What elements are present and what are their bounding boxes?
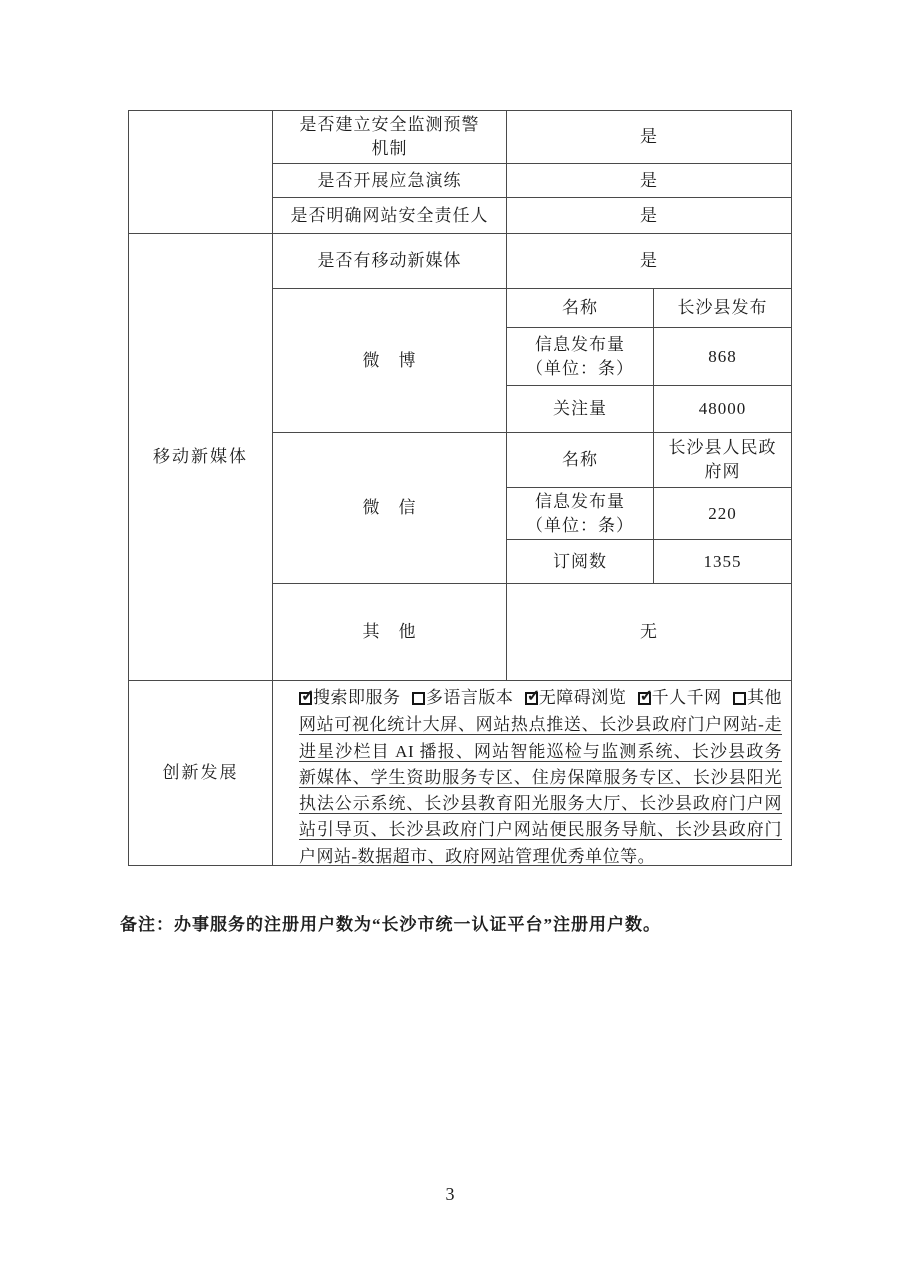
weibo-name-value: 长沙县发布 [654, 289, 791, 328]
wechat-subscribers-value: 1355 [654, 540, 791, 584]
wechat-posts-value: 220 [654, 488, 791, 540]
wechat-name-label: 名称 [507, 433, 654, 488]
security-question-monitoring [273, 111, 507, 164]
check-icon: ✓ [526, 687, 541, 705]
checkbox-label-accessibility: 无障碍浏览 [538, 688, 627, 707]
section-label-mobile-media: 移动新媒体 [129, 234, 273, 681]
footnote: 备注：办事服务的注册用户数为“长沙市统一认证平台”注册用户数。 [120, 915, 661, 934]
innovation-content [273, 681, 791, 865]
checkbox-item-other [733, 685, 782, 711]
weibo-followers-value: 48000 [654, 386, 791, 433]
checkbox-other [733, 692, 746, 705]
weibo-name-label: 名称 [507, 289, 654, 328]
other-media-value: 无 [507, 584, 791, 681]
section-label-continued-cell [129, 111, 273, 234]
security-question-responsible-person: 是否明确网站安全责任人 [273, 198, 507, 234]
checkbox-multilingual [412, 692, 425, 705]
annual-report-table [128, 110, 792, 866]
page-number: 3 [445, 1184, 455, 1204]
other-media-label-cell: 其 他 [273, 584, 507, 681]
checkbox-item-multilingual [412, 685, 514, 711]
checkbox-personalized [638, 687, 654, 705]
weibo-label-cell: 微 博 [273, 289, 507, 433]
checkbox-accessibility [525, 687, 541, 705]
wechat-subscribers-label: 订阅数 [507, 540, 654, 584]
wechat-label-cell: 微 信 [273, 433, 507, 584]
mobile-media-answer: 是 [507, 234, 791, 289]
check-icon: ✓ [639, 687, 654, 705]
security-answer-monitoring: 是 [507, 111, 791, 164]
mobile-media-question: 是否有移动新媒体 [273, 234, 507, 289]
checkbox-label-search-service: 搜索即服务 [313, 688, 401, 707]
checkbox-item-accessibility [525, 685, 627, 711]
weibo-followers-label: 关注量 [507, 386, 654, 433]
check-icon: ✓ [301, 687, 315, 705]
checkbox-label-other: 其他 [747, 688, 782, 707]
security-answer-drill: 是 [507, 164, 791, 198]
security-question-drill: 是否开展应急演练 [273, 164, 507, 198]
checkbox-item-personalized [638, 685, 722, 711]
security-question-monitoring-line1: 是否建立安全监测预警 [299, 115, 480, 134]
innovation-detail-text: 网站可视化统计大屏、网站热点推送、长沙县政府门户网站-走进星沙栏目 AI 播报、网站智能巡检与监测系统、长沙县政务新媒体、学生资助服务专区、住房保障服务专区、长沙县阳光执法公示系统、长沙县教育阳光服务大厅、长沙县政府门户网站引导页、长沙县政府门户网站便民服务导航、长沙县政府门户网站-数据超市、政府网站管理优秀单位等。 [299, 715, 782, 865]
innovation-checkbox-row [299, 685, 782, 711]
security-answer-responsible-person: 是 [507, 198, 791, 234]
security-question-monitoring-line2: 机制 [371, 139, 408, 158]
checkbox-item-search-service [299, 685, 401, 711]
weibo-posts-label: 信息发布量 （单位：条） [507, 328, 654, 386]
wechat-posts-label: 信息发布量 （单位：条） [507, 488, 654, 540]
innovation-content-cell [273, 681, 791, 865]
section-label-innovation: 创新发展 [129, 681, 273, 865]
wechat-name-value: 长沙县人民政府网 [654, 433, 791, 488]
checkbox-label-multilingual: 多语言版本 [425, 688, 514, 707]
checkbox-search-service [299, 687, 315, 705]
checkbox-label-personalized: 千人千网 [651, 688, 722, 707]
weibo-posts-value: 868 [654, 328, 791, 386]
